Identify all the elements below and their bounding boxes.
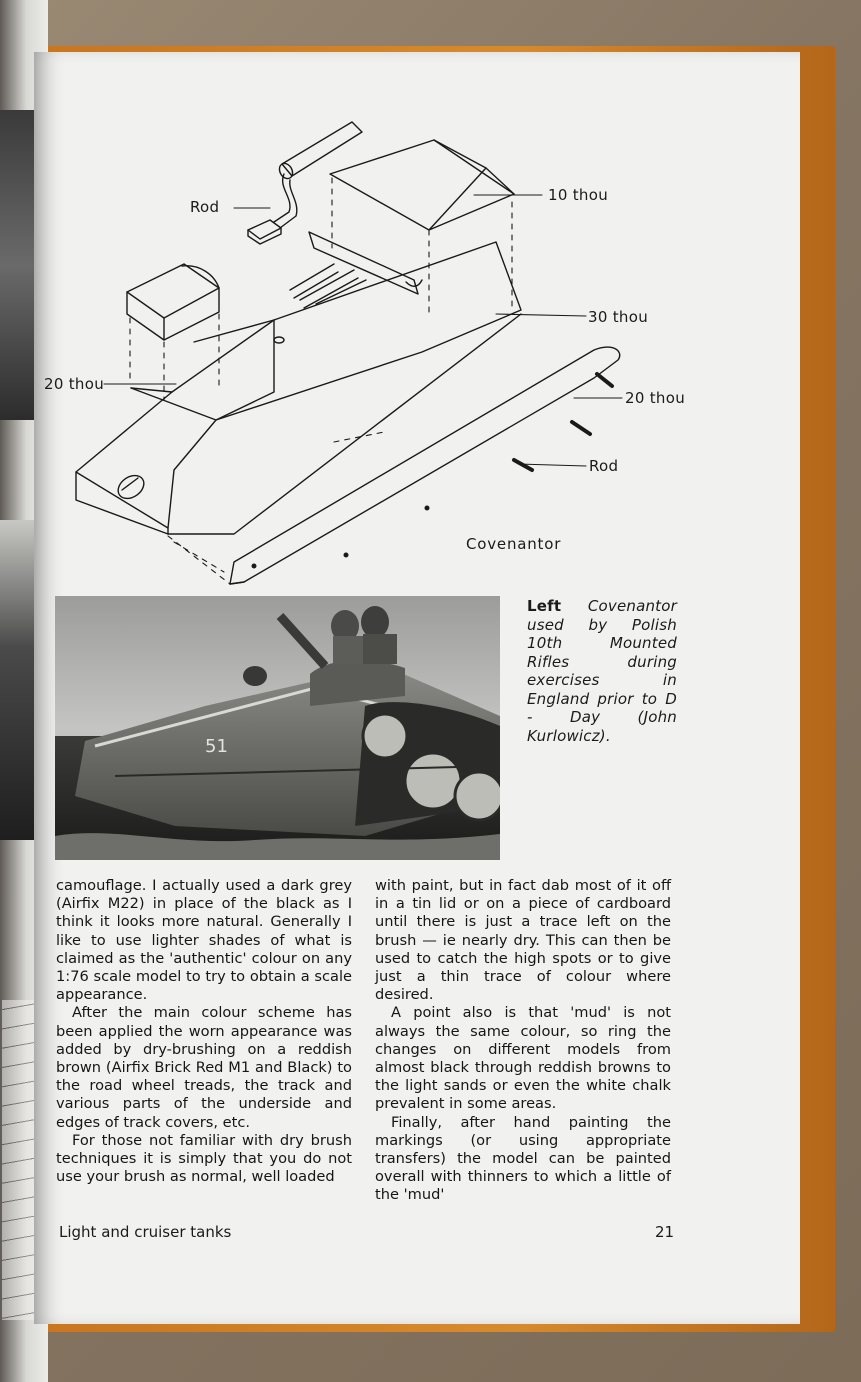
photo-caption — [527, 597, 677, 745]
gun-rods — [290, 232, 422, 308]
body-paragraph-1: camouflage. I actually used a dark grey (Airfix M22) in place of the black as I think it looks more natural. Generally I like to use lighter shades of what is claimed as the 'authentic' colour on any 1:76 scale model to try to obtain a scale appearance. — [56, 877, 352, 1004]
body-paragraph-2: After the main colour scheme has been applied the worn appearance was added by dry-brushing on a reddish brown (Airfix Brick Red M1 and Black) to the road wheel treads, the track and various parts of the underside and edges of track covers, etc. — [56, 1004, 352, 1131]
caption-lead: Left — [527, 597, 562, 615]
page-number: 21 — [655, 1223, 675, 1241]
body-paragraph-6: Finally, after hand painting the markings (or using appropriate transfers) the model can be painted overall with thinners to which a little of the 'mud' — [375, 1113, 671, 1204]
caption-text: Covenantor used by Polish 10th Mounted Rifles during exercises in England prior to D - Day (John Kurlowicz). — [527, 597, 677, 745]
diagram-title: Covenantor — [466, 535, 562, 553]
tank-photo-image — [55, 596, 500, 860]
photo-hull-number: 51 — [205, 736, 228, 757]
exploded-diagram — [34, 52, 800, 612]
text-column-right — [375, 877, 671, 1205]
hull-body — [76, 242, 521, 534]
previous-page-photo — [0, 110, 36, 420]
label-30-thou: 30 thou — [588, 308, 649, 326]
label-20-thou-left: 20 thou — [44, 375, 105, 393]
body-paragraph-3: For those not familiar with dry brush techniques it is simply that you do not use your brush as normal, well loaded — [56, 1131, 352, 1186]
label-rod-top: Rod — [190, 198, 220, 216]
label-20-thou-right: 20 thou — [625, 389, 686, 407]
wedge-part — [330, 140, 514, 230]
diagram-drawing — [34, 52, 800, 612]
book-page — [34, 52, 800, 1324]
label-rod-right: Rod — [589, 457, 619, 475]
tank-photo — [55, 596, 500, 860]
running-footer-title: Light and cruiser tanks — [59, 1223, 232, 1241]
text-column-left — [56, 877, 352, 1186]
box-part — [127, 264, 219, 340]
previous-page-photo-lower — [0, 520, 38, 840]
label-10-thou: 10 thou — [548, 186, 609, 204]
body-paragraph-5: A point also is that 'mud' is not always the same colour, so ring the changes on different models from almost black through reddish browns to the light sands or even the white chalk prevalent in some areas. — [375, 1004, 671, 1113]
body-paragraph-4: with paint, but in fact dab most of it off in a tin lid or on a piece of cardboard until there is just a trace left on the brush — ie nearly dry. This can then be used to catch the high spots or to give just a thin trace of colour where desired. — [375, 877, 671, 1004]
